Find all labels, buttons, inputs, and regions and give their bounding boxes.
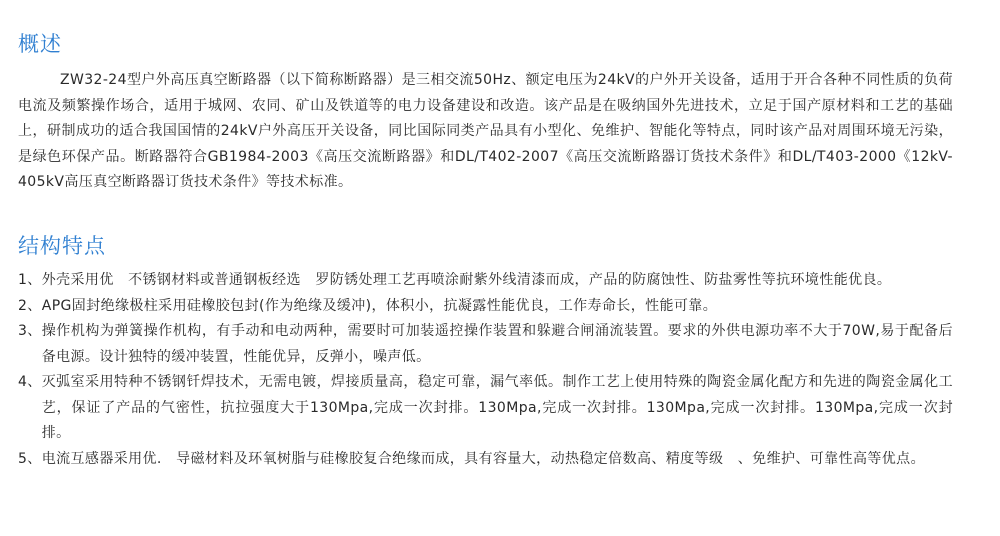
feature-text: 电流互感器采用优. 导磁材料及环氧树脂与硅橡胶复合绝缘而成，具有容量大，动热稳定倍数高、精度等级 、免维护、可靠性高等优点。	[41, 450, 925, 467]
feature-item-1	[18, 268, 953, 294]
overview-paragraph: ZW32-24型户外高压真空断路器（以下简称断路器）是三相交流50Hz、额定电压为24kV的户外开关设备，适用于开合各种不同性质的负荷电流及频繁操作场合，适用于城网、农同、矿山及铁道等的电力设备建设和改造。该产品是在吸纳国外先进技术，立足于国产原材料和工艺的基础上，研制成功的适合我国国情的24kV户外高压开关设备，同比国际同类产品具有小型化、免维护、智能化等特点，同时该产品对周围环境无污染，是绿色环保产品。断路器符合GB1984-2003《高压交流断路器》和DL/T402-2007《高压交流断路器订货技术条件》和DL/T403-2000《12kV-405kV高压真空断路器订货技术条件》等技术标准。	[18, 72, 953, 190]
feature-item-5	[18, 447, 953, 473]
feature-text: 外壳采用优 不锈钢材料或普通钢板经选 罗防锈处理工艺再喷涂耐紫外线清漆而成，产品的防腐蚀性、防盐雾性等抗环境性能优良。	[41, 272, 892, 288]
feature-number: 3、	[18, 323, 42, 339]
feature-text: 灭弧室采用特种不锈钢钎焊技术，无需电镀，焊接质量高，稳定可靠，漏气率低。制作工艺上使用特殊的陶瓷金属化配方和先进的陶瓷金属化工艺，保证了产品的气密性，抗拉强度大于130Mpa,完成一次封排。130Mpa,完成一次封排。130Mpa,完成一次封排。130Mpa,完成一次封排。	[41, 374, 953, 441]
overview-heading: 概述	[18, 32, 62, 56]
feature-item-4	[18, 370, 953, 447]
features-heading: 结构特点	[18, 234, 106, 258]
feature-number: 1、	[18, 272, 42, 288]
feature-item-3	[18, 319, 953, 370]
feature-text: APG固封绝缘极柱采用硅橡胶包封(作为绝缘及缓冲)，体积小，抗凝露性能优良，工作寿命长，性能可靠。	[41, 297, 718, 314]
feature-number: 2、	[18, 297, 42, 314]
feature-item-2	[18, 294, 953, 320]
feature-number: 5、	[18, 450, 42, 467]
feature-number: 4、	[18, 374, 42, 390]
feature-text: 操作机构为弹簧操作机构，有手动和电动两种，需要时可加装遥控操作装置和躲避合闸涌流装置。要求的外供电源功率不大于70W,易于配备后备电源。设计独特的缓冲装置，性能优异，反弹小，噪声低。	[41, 323, 953, 365]
features-list	[18, 268, 953, 472]
